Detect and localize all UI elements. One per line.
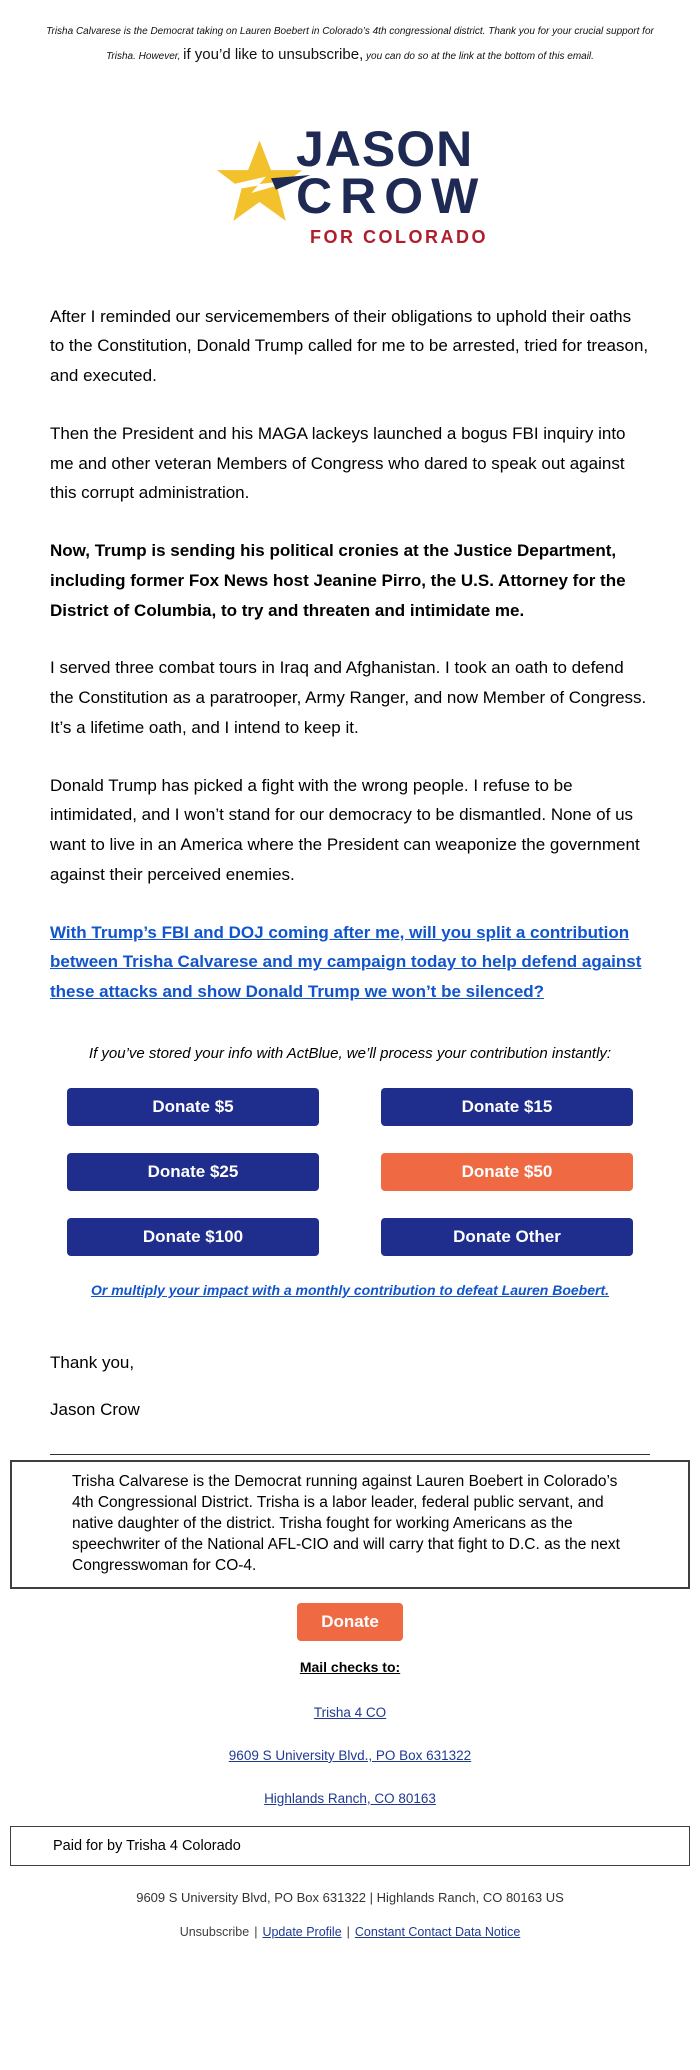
preheader-text-small-2: you can do so at the link at the bottom of this email. xyxy=(366,51,594,62)
signoff-thank-you: Thank you, xyxy=(50,1352,135,1372)
preheader-text-small-1: Trisha Calvarese is the Democrat taking on Lauren Boebert in Colorado’s 4th congressional district. Thank you for your crucial support for Trisha. However, xyxy=(46,26,654,62)
donate-50-button[interactable]: Donate $50 xyxy=(381,1153,633,1191)
body-paragraph-3-bold: Now, Trump is sending his political cronies at the Justice Department, including former Fox News host Jeanine Pirro, the U.S. Attorney for the District of Columbia, to try and threaten and intimidate me. xyxy=(50,541,626,620)
body-paragraph-4: I served three combat tours in Iraq and Afghanistan. I took an oath to defend the Constitution as a paratrooper, Army Ranger, and now Member of Congress. It’s a lifetime oath, and I intend to keep it. xyxy=(50,658,647,737)
signoff-signature: Jason Crow xyxy=(50,1399,140,1419)
monthly-link-row xyxy=(0,1282,700,1300)
split-contribution-link[interactable]: With Trump’s FBI and DOJ coming after me, will you split a contribution between Trisha Calvarese and my campaign today to help defend against these attacks and show Donald Trump we won’t be silenced? xyxy=(50,922,642,1001)
logo-jason-text: JASON xyxy=(296,120,474,177)
update-profile-link[interactable]: Update Profile xyxy=(262,1924,342,1939)
body-paragraph-2: Then the President and his MAGA lackeys launched a bogus FBI inquiry into me and other veteran Members of Congress who dared to speak out against this corrupt administration. xyxy=(50,423,626,503)
candidate-bio-box: Trisha Calvarese is the Democrat running against Lauren Boebert in Colorado’s 4th Congressional District. Trisha is a labor leader, federal public servant, and native daughter of the district. Trisha fought for working Americans as the speechwriter of the National AFL-CIO and will carry that fight to D.C. as the next Congresswoman for CO-4. xyxy=(10,1460,690,1589)
unsubscribe-link[interactable]: Unsubscribe xyxy=(179,1924,250,1939)
signoff xyxy=(0,1348,700,1425)
donate-15-button[interactable]: Donate $15 xyxy=(381,1088,633,1126)
footer-links xyxy=(0,1925,700,1939)
actblue-note: If you’ve stored your info with ActBlue, we’ll process your contribution instantly: xyxy=(88,1044,612,1062)
preheader-text-large: if you’d like to unsubscribe, xyxy=(183,46,364,63)
donate-other-button[interactable]: Donate Other xyxy=(381,1218,633,1256)
footer-separator: | xyxy=(254,1924,258,1939)
donate-100-button[interactable]: Donate $100 xyxy=(67,1218,319,1256)
mail-address-line1-link[interactable]: 9609 S University Blvd., PO Box 631322 xyxy=(228,1747,472,1763)
footer-address: 9609 S University Blvd, PO Box 631322 | Highlands Ranch, CO 80163 US xyxy=(136,1889,564,1905)
logo-wordmark xyxy=(296,120,488,248)
logo-crow-text: CROW xyxy=(296,168,487,224)
mail-checks-section xyxy=(0,1641,700,1806)
donate-25-button[interactable]: Donate $25 xyxy=(67,1153,319,1191)
donate-button-grid xyxy=(0,1088,700,1256)
campaign-logo xyxy=(212,120,488,248)
paid-for-box: Paid for by Trisha 4 Colorado xyxy=(10,1826,690,1866)
trisha4co-link[interactable]: Trisha 4 CO xyxy=(313,1704,387,1720)
body-paragraph-1: After I reminded our servicemembers of their obligations to uphold their oaths to the Constitution, Donald Trump called for me to be arrested, tried for treason, and executed. xyxy=(50,306,649,385)
data-notice-link[interactable]: Constant Contact Data Notice xyxy=(354,1924,521,1939)
cta-row xyxy=(0,1603,700,1641)
body-paragraph-5: Donald Trump has picked a fight with the wrong people. I refuse to be intimidated, and I won’t stand for our democracy to be dismantled. None of us want to live in an America where the President can weaponize the government against their perceived enemies. xyxy=(50,775,640,884)
letter-body xyxy=(0,302,700,1007)
logo-for-colorado-text: FOR COLORADO xyxy=(310,226,488,247)
mail-address-line2-link[interactable]: Highlands Ranch, CO 80163 xyxy=(264,1790,436,1806)
donate-5-button[interactable]: Donate $5 xyxy=(67,1088,319,1126)
monthly-contribution-link[interactable]: Or multiply your impact with a monthly contribution to defeat Lauren Boebert. xyxy=(90,1281,610,1298)
divider xyxy=(50,1454,650,1455)
preheader-disclaimer xyxy=(0,0,700,70)
mail-checks-heading: Mail checks to: xyxy=(299,1658,401,1675)
donate-cta-button[interactable]: Donate xyxy=(297,1603,403,1641)
footer-separator: | xyxy=(346,1924,350,1939)
